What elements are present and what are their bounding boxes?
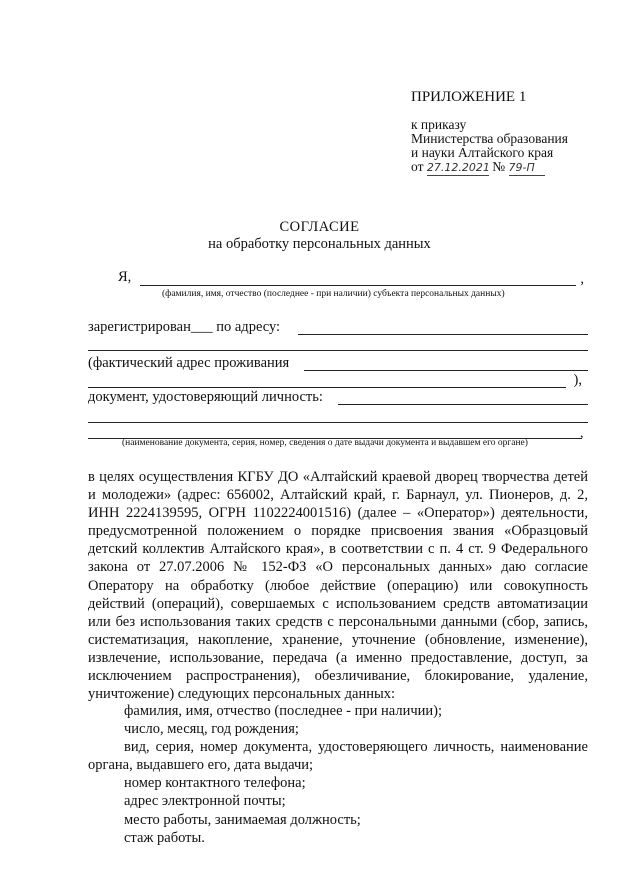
- personal-data-list: [88, 702, 588, 847]
- full-name-field[interactable]: [140, 285, 576, 286]
- full-name-row: [118, 269, 588, 287]
- appendix-heading: ПРИЛОЖЕНИЕ 1: [411, 89, 527, 105]
- registration-address-field[interactable]: [298, 334, 588, 335]
- actual-address-row-2: [88, 372, 588, 390]
- document-comma: ,: [580, 426, 584, 441]
- registration-row: [88, 319, 588, 337]
- ya-comma: ,: [580, 271, 584, 287]
- list-item: число, месяц, год рождения;: [124, 721, 299, 738]
- order-date: 27.12.2021: [426, 161, 490, 174]
- list-item: стаж работы.: [124, 829, 205, 846]
- document-field[interactable]: [338, 404, 588, 405]
- document-caption: (наименование документа, серия, номер, сведения о дате выдачи документа и выдавшем его органе): [122, 438, 528, 448]
- order-date-line: [411, 160, 568, 176]
- full-name-caption: (фамилия, имя, отчество (последнее - при наличии) субъекта персональных данных): [162, 289, 505, 299]
- document-label: документ, удостоверяющий личность:: [88, 389, 323, 405]
- actual-address-field-2[interactable]: [88, 387, 566, 388]
- document-title: СОГЛАСИЕ: [279, 219, 360, 235]
- list-item: номер контактного телефона;: [124, 775, 306, 792]
- order-reference: [411, 118, 568, 176]
- document-field-2[interactable]: [88, 422, 588, 423]
- consent-text: в целях осуществления КГБУ ДО «Алтайский краевой дворец творчества детей и молодежи» (адрес: 656002, Алтайский край, г. Барнаул, ул. Пионеров, д. 2, ИНН 2224139595, ОГРН 1102224001516) (далее – «Оператор») деятельности, предусмотренной положением о порядке присвоения звания «Образцовый детский коллектив Алтайского края», в соответствии с п. 4 ст. 9 Федерального закона от 27.07.2006 № 152-ФЗ «О персональных данных» даю согласие Оператору на обработку (любое действие (операцию) или совокупность действий (операций), совершаемых с использованием средств автоматизации или без использования таких средств с персональными данными (сбор, запись, систематизация, накопление, хранение, уточнение (обновление, изменение), извлечение, использование, передача (а именно предоставление, доступ, за исключением распространения), обезличивание, блокирование, удаление, уничтожение) следующих персональных данных:: [88, 469, 588, 703]
- registration-address-field-2[interactable]: [88, 350, 588, 351]
- actual-address-close: ),: [573, 372, 582, 388]
- order-number-prefix: №: [492, 159, 506, 174]
- order-number: 79-П: [509, 161, 545, 176]
- list-item: место работы, занимаемая должность;: [124, 811, 361, 828]
- list-item: фамилия, имя, отчество (последнее - при наличии);: [124, 703, 443, 719]
- ya-label: Я,: [118, 269, 132, 285]
- actual-address-label: (фактический адрес проживания: [88, 355, 290, 371]
- actual-address-row: [88, 355, 588, 373]
- order-date-prefix: от: [411, 159, 424, 174]
- list-item: вид, серия, номер документа, удостоверяющего личность, наименование органа, выдавшего его, дата выдачи;: [88, 739, 588, 774]
- consent-paragraph: [88, 468, 588, 703]
- order-line: Министерства образования: [411, 131, 568, 146]
- order-line: и науки Алтайского края: [411, 145, 554, 160]
- document-row: [88, 389, 588, 407]
- list-item: адрес электронной почты;: [124, 793, 286, 810]
- document-subtitle: на обработку персональных данных: [208, 236, 431, 252]
- registration-label: зарегистрирован___ по адресу:: [88, 319, 281, 335]
- order-line: к приказу: [411, 117, 467, 132]
- actual-address-field[interactable]: [304, 370, 588, 371]
